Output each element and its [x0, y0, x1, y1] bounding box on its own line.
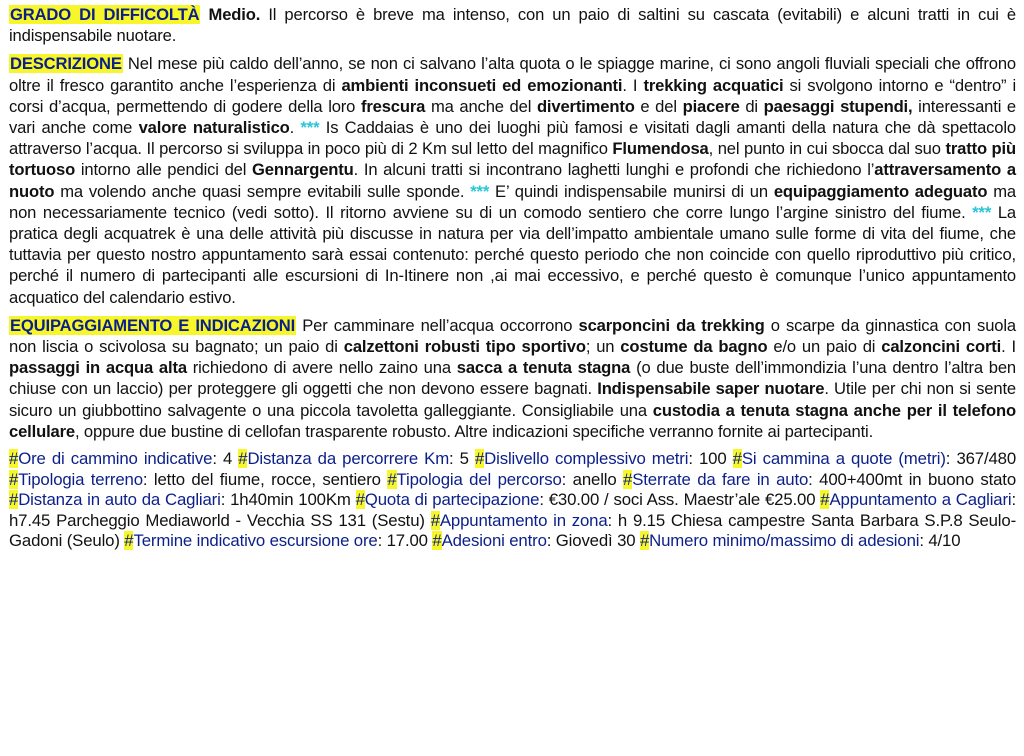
text-run: La pratica degli acquatrek è una delle attività più discusse in natura per via dell’impatto ambientale umano sulle forme di vita del fiume, che tuttavia per questo nostro appuntamento sarà essai contenuto: perché questo periodo che non coincide con quello riproduttivo più critico, perché il numero di partecipanti alle escursioni di In-Itinere non ,ai mai eccessivo, e perché questo è comunque l’unico appuntamento acquatico del calendario estivo.: [9, 202, 1017, 307]
info-value: anello: [572, 469, 617, 489]
text-run: . I: [622, 75, 644, 95]
info-item: [640, 531, 960, 550]
hashtag-marker: #: [124, 531, 134, 551]
text-run: ma anche del: [425, 96, 537, 116]
info-item: [623, 470, 1016, 489]
text-run: si svolgono intorno e “dentro” i corsi d’acqua, permettendo di godere della loro: [9, 75, 1017, 116]
info-separator: :: [546, 531, 556, 551]
info-separator: :: [1011, 490, 1016, 510]
bold-phrase: trekking acquatici: [643, 75, 784, 95]
info-value: 5: [459, 449, 469, 469]
info-item: [9, 470, 381, 489]
bold-phrase: Flumendosa: [612, 139, 709, 159]
info-value: 100: [698, 449, 727, 469]
section-descrizione: [9, 53, 1016, 307]
info-value: 367/480: [956, 449, 1017, 469]
info-label: Tipologia del percorso: [396, 469, 562, 489]
bold-phrase: passaggi in acqua alta: [9, 358, 187, 378]
section-difficolta: [9, 4, 1016, 46]
info-separator: :: [377, 531, 387, 551]
hashtag-marker: #: [430, 510, 440, 530]
info-item: [238, 449, 469, 468]
text-run: di: [739, 96, 764, 116]
info-item: [9, 449, 232, 468]
text-run: e/o un paio di: [767, 337, 882, 357]
bold-phrase: attraversamento a nuoto: [9, 160, 1016, 201]
info-item: [733, 449, 1016, 468]
hashtag-marker: #: [820, 490, 830, 510]
text-run: . I: [1001, 337, 1016, 357]
text-run: o scarpe da ginnastica con suola non liscia o scivolosa su bagnato; un paio di: [9, 315, 1016, 357]
text-run: . Utile per chi non si sente sicuro un giubbottino salvagente o una piccola tavoletta galleggiante. Consigliabile una: [9, 379, 1017, 420]
info-item: [9, 490, 351, 509]
hashtag-marker: #: [432, 531, 442, 551]
info-value: 4/10: [928, 531, 961, 551]
bold-phrase: Gennargentu: [252, 160, 354, 180]
info-item: [475, 449, 727, 468]
info-separator: :: [561, 469, 573, 489]
info-value: 1h40min 100Km: [230, 490, 351, 510]
hashtag-marker: #: [474, 449, 485, 469]
heading-difficolta: GRADO DI DIFFICOLTÀ: [10, 5, 200, 24]
info-separator: :: [212, 449, 223, 469]
text-run: Per camminare nell’acqua occorrono: [296, 315, 579, 335]
info-item: [387, 470, 616, 489]
stars-separator: ***: [300, 118, 320, 138]
info-value: 400+400mt in buono stato: [819, 469, 1016, 489]
info-label: Distanza in auto da Cagliari: [18, 490, 221, 510]
bold-phrase: equipaggiamento adeguato: [773, 181, 988, 201]
info-separator: :: [688, 449, 699, 469]
info-separator: :: [220, 490, 231, 510]
info-value: Giovedì 30: [555, 531, 636, 551]
info-label: Dislivello complessivo metri: [484, 449, 689, 469]
heading-descrizione: DESCRIZIONE: [10, 54, 122, 74]
info-separator: :: [919, 531, 929, 551]
text-run: .: [289, 118, 301, 138]
hashtag-marker: #: [623, 469, 633, 489]
bold-phrase: Indispensabile saper nuotare: [597, 379, 825, 399]
difficulty-level: Medio.: [208, 5, 261, 24]
bold-phrase: calzettoni robusti tipo sportivo: [343, 337, 586, 357]
info-label: Appuntamento a Cagliari: [829, 490, 1012, 510]
text-run: richiedono di avere nello zaino una: [186, 358, 457, 378]
text-run: Nel mese più caldo dell’anno, se non ci salvano l’alta quota o le spiagge marine, ci sono angoli fluviali speciali che offrono oltre il fresco garantito anche l’esperienza di: [9, 54, 1016, 95]
info-value: h7.45 Parcheggio Mediaworld - Vecchia SS 131 (Sestu): [9, 510, 425, 530]
hashtag-marker: #: [9, 469, 19, 489]
text-run: , oppure due bustine di cellofan trasparente robusto. Altre indicazioni specifiche verranno fornite ai partecipanti.: [75, 421, 874, 441]
bold-phrase: paesaggi stupendi,: [763, 96, 913, 116]
section-equipaggiamento: [9, 315, 1016, 442]
info-label: Numero minimo/massimo di adesioni: [649, 531, 920, 551]
info-label: Quota di partecipazione: [364, 490, 540, 510]
info-value: 4: [222, 449, 233, 469]
text-run: intorno alle pendici del: [75, 160, 253, 180]
bold-phrase: valore naturalistico: [138, 118, 290, 138]
info-value: h 9.15 Chiesa campestre Santa Barbara S.P.8 Seulo-Gadoni (Seulo): [9, 510, 1017, 551]
hashtag-marker: #: [9, 449, 19, 469]
info-label: Appuntamento in zona: [439, 510, 608, 530]
text-run: E’ quindi indispensabile munirsi di un: [489, 181, 774, 201]
hashtag-marker: #: [9, 490, 19, 510]
bold-phrase: calzoncini corti: [881, 337, 1002, 357]
info-label: Distanza da percorrere Km: [247, 449, 450, 469]
bold-phrase: piacere: [682, 96, 740, 116]
descrizione-body: [9, 54, 1016, 306]
info-label: Sterrate da fare in auto: [632, 469, 809, 489]
info-item: [124, 531, 428, 550]
text-run: Is Caddaias è uno dei luoghi più famosi e visitati dagli amanti della natura che dà spettacolo attraverso l’acqua. Il percorso si sviluppa in poco più di 2 Km sul letto del magnifico: [9, 118, 1016, 159]
info-item: [356, 490, 816, 509]
bold-phrase: tratto più tortuoso: [9, 139, 1016, 180]
bold-phrase: scarponcini da trekking: [578, 315, 765, 335]
text-run: , nel punto in cui sbocca dal suo: [708, 139, 946, 159]
info-separator: :: [142, 469, 154, 489]
bold-phrase: divertimento: [536, 96, 635, 116]
info-separator: :: [945, 449, 957, 469]
info-item: [432, 531, 635, 550]
info-separator: :: [539, 490, 549, 510]
info-label: Si cammina a quote (metri): [741, 449, 946, 469]
info-label: Termine indicativo escursione ore: [133, 531, 378, 551]
hashtag-marker: #: [732, 449, 742, 469]
bold-phrase: ambienti inconsueti ed emozionanti: [341, 75, 623, 95]
text-run: interessanti e vari anche come: [9, 96, 1017, 138]
heading-equipaggiamento: EQUIPAGGIAMENTO E INDICAZIONI: [10, 315, 296, 335]
info-value: letto del fiume, rocce, sentiero: [153, 469, 381, 489]
info-block: [9, 449, 1016, 552]
info-separator: :: [449, 449, 460, 469]
text-run: . In alcuni tratti si incontrano laghetti lunghi e profondi che richiedono l’: [353, 160, 875, 180]
hashtag-marker: #: [387, 469, 397, 489]
hashtag-marker: #: [355, 490, 365, 510]
text-run: e del: [634, 96, 683, 116]
difficulty-text: Il percorso è breve ma intenso, con un paio di saltini su cascata (evitabili) e alcuni tratti in cui è indispensabile nuotare.: [9, 5, 1016, 46]
stars-separator: ***: [972, 202, 992, 222]
bold-phrase: costume da bagno: [620, 337, 768, 357]
bold-phrase: frescura: [360, 96, 426, 116]
stars-separator: ***: [470, 181, 490, 201]
info-label: Tipologia terreno: [18, 469, 143, 489]
info-value: 17.00: [386, 531, 428, 551]
info-paragraph: [9, 449, 1016, 552]
bold-phrase: sacca a tenuta stagna: [456, 358, 631, 378]
info-label: Ore di cammino indicative: [18, 449, 213, 469]
text-run: ma non necessariamente tecnico (vedi sotto). Il ritorno avviene su di un comodo sentiero che corre lungo l’argine sinistro del fiume.: [9, 181, 1017, 222]
bold-phrase: custodia a tenuta stagna anche per il telefono cellulare: [9, 400, 1016, 441]
info-value: €30.00 / soci Ass. Maestr’ale €25.00: [548, 490, 816, 510]
info-separator: :: [808, 469, 820, 489]
hashtag-marker: #: [238, 449, 248, 469]
hashtag-marker: #: [639, 531, 650, 551]
text-run: (o due buste dell’immondizia l’una dentro l’altra ben chiuse con un laccio) per proteggere gli oggetti che non devono essere bagnati.: [9, 358, 1017, 399]
info-separator: :: [607, 510, 618, 530]
text-run: ; un: [585, 337, 621, 357]
info-label: Adesioni entro: [441, 531, 547, 551]
text-run: ma volendo anche quasi sempre evitabili sulle sponde.: [54, 181, 471, 201]
